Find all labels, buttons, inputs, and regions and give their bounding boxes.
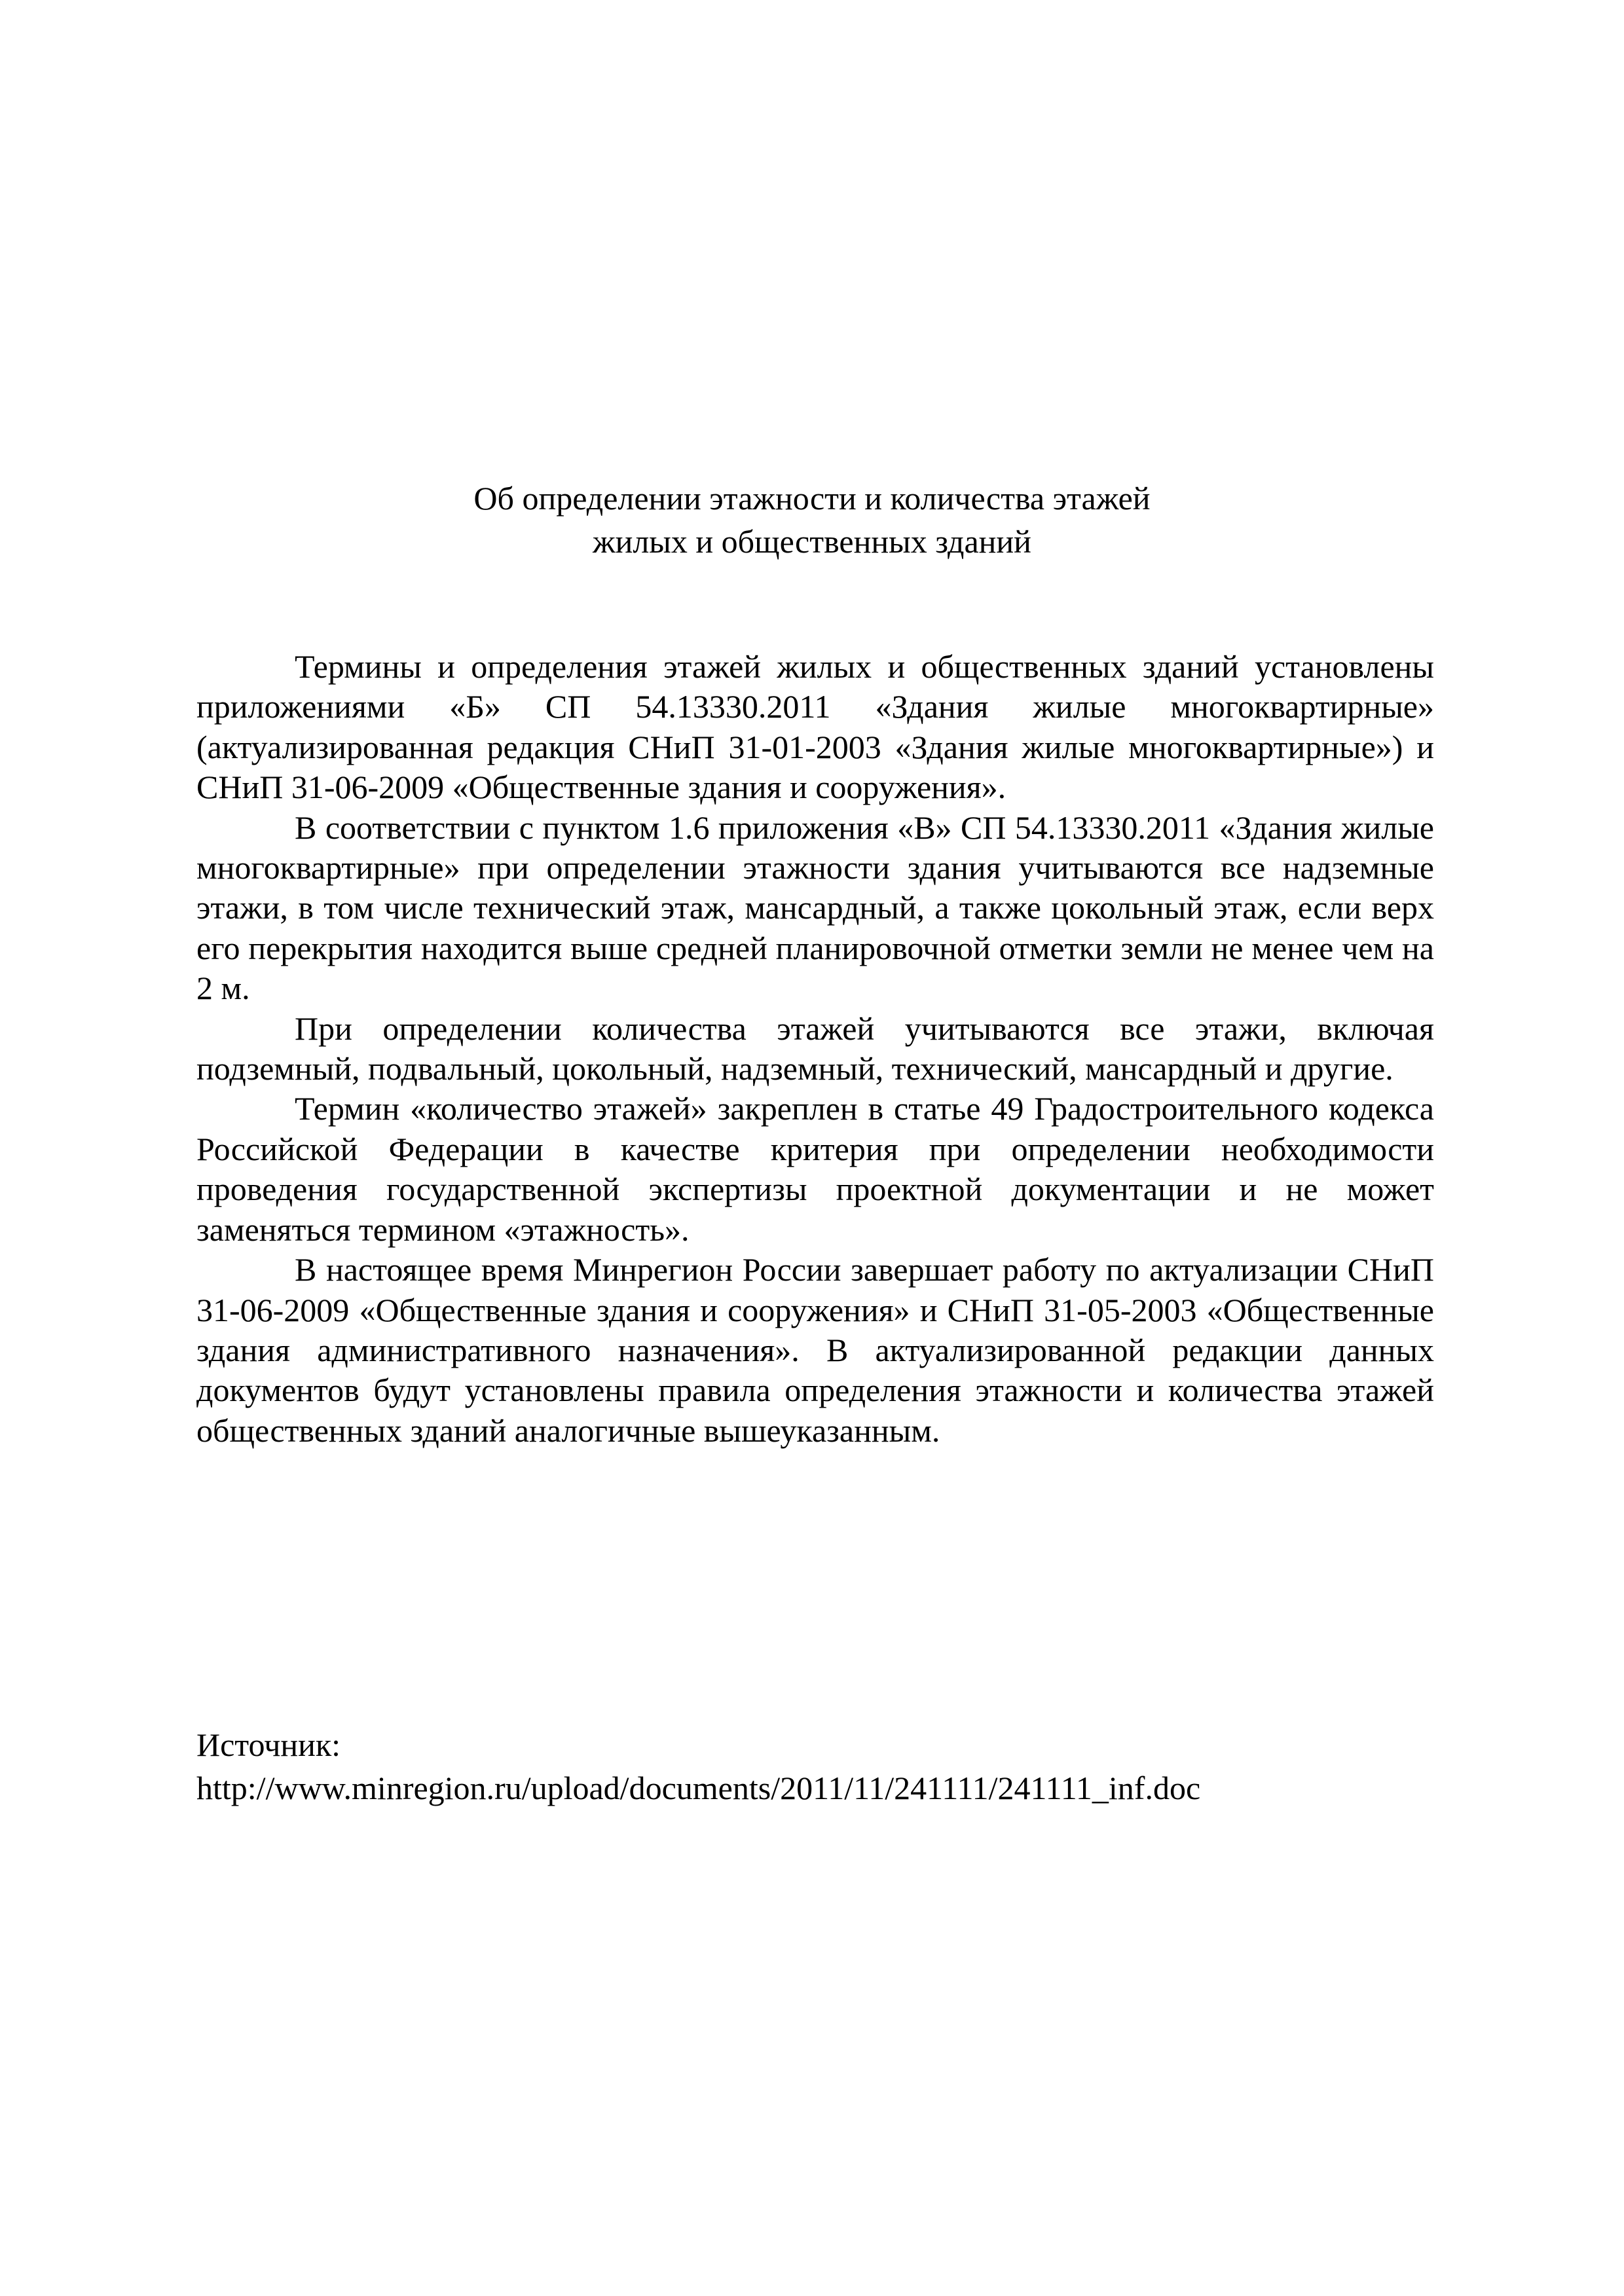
paragraph-town-planning-code: Термин «количество этажей» закреплен в статье 49 Градостроительного кодекса Российской Федерации в качестве критерия при определении необходимости проведения государственной экспертизы проектной документации и не может заменяться термином «этажность». bbox=[196, 1090, 1434, 1248]
source-label: Источник: bbox=[196, 1726, 341, 1763]
source-url: http://www.minregion.ru/upload/documents/2011/11/241111/241111_inf.doc bbox=[196, 1770, 1201, 1806]
title-line-1: Об определении этажности и количества этажей bbox=[473, 480, 1151, 517]
paragraph-floor-count: При определении количества этажей учитываются все этажи, включая подземный, подвальный, цокольный, надземный, технический, мансардный и другие. bbox=[196, 1010, 1434, 1087]
document-title bbox=[0, 477, 1624, 563]
paragraph-storeys-definition: В соответствии с пунктом 1.6 приложения «В» СП 54.13330.2011 «Здания жилые многоквартирные» при определении этажности здания учитываются все надземные этажи, в том числе технический этаж, мансардный, а также цокольный этаж, если верх его перекрытия находится выше средней планировочной отметки земли не менее чем на 2 м. bbox=[196, 809, 1434, 1007]
document-body bbox=[196, 647, 1434, 1451]
title-line-2: жилых и общественных зданий bbox=[593, 523, 1031, 560]
source-block bbox=[196, 1723, 1441, 1810]
paragraph-terms: Термины и определения этажей жилых и общественных зданий установлены приложениями «Б» СП 54.13330.2011 «Здания жилые многоквартирные» (актуализированная редакция СНиП 31-01-2003 «Здания жилые многоквартирные») и СНиП 31-06-2009 «Общественные здания и сооружения». bbox=[196, 648, 1434, 806]
paragraph-ministry-update: В настоящее время Минрегион России завершает работу по актуализации СНиП 31-06-2009 «Общественные здания и сооружения» и СНиП 31-05-2003 «Общественные здания административного назначения». В актуализированной редакции данных документов будут установлены правила определения этажности и количества этажей общественных зданий аналогичные вышеуказанным. bbox=[196, 1251, 1434, 1449]
